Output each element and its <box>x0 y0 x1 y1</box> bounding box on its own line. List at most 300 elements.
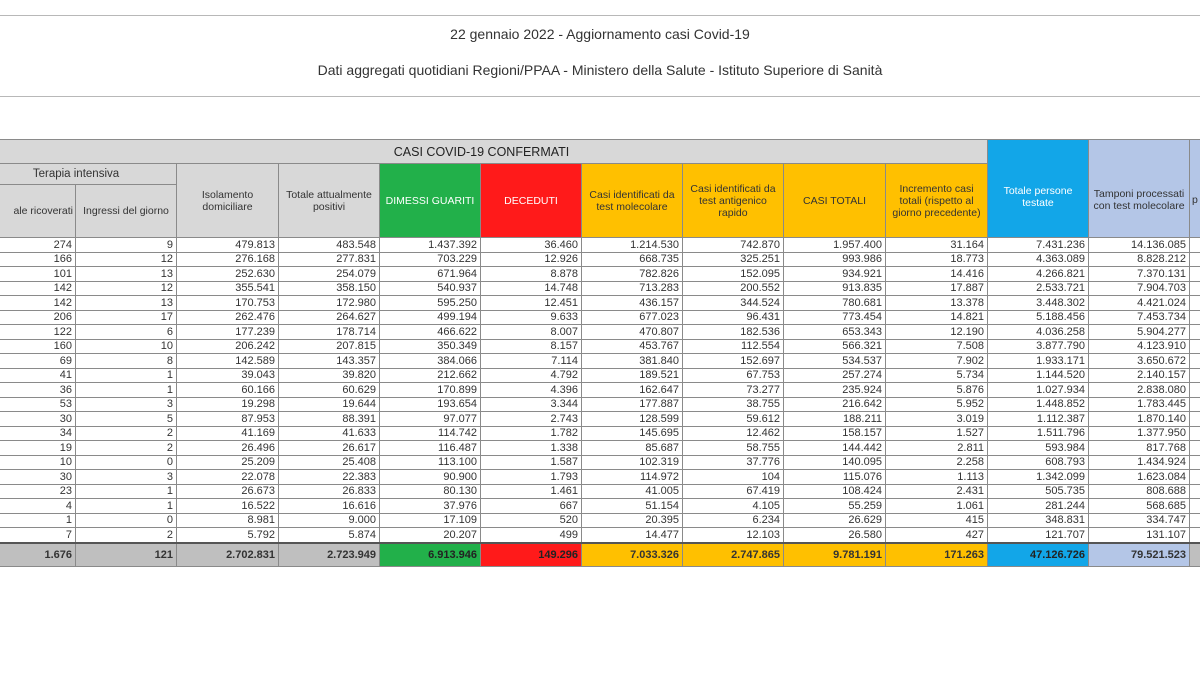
cell-ricoverati: 142 <box>0 296 76 311</box>
col-header-isolamento: Isolamento domiciliare <box>177 164 279 238</box>
cell-antigenico: 73.277 <box>683 383 784 398</box>
terapia-intensiva-group-header: Terapia intensiva <box>0 164 177 185</box>
cell-molecolare: 85.687 <box>582 441 683 456</box>
confirmed-cases-group-header: CASI COVID-19 CONFERMATI <box>0 140 988 164</box>
cell-testate: 348.831 <box>988 513 1089 528</box>
cell-totali: 566.321 <box>784 339 886 354</box>
cell-testate: 1.511.796 <box>988 426 1089 441</box>
cell-ricoverati: 101 <box>0 267 76 282</box>
cell-positivi: 5.874 <box>279 528 380 543</box>
cell-totali: 913.835 <box>784 281 886 296</box>
subtitle-rule <box>0 96 1200 97</box>
cell-isolamento: 22.078 <box>177 470 279 485</box>
cell-extra <box>1190 499 1200 514</box>
cell-dimessi: 80.130 <box>380 484 481 499</box>
cell-deceduti: 8.007 <box>481 325 582 340</box>
cell-testate: 7.431.236 <box>988 238 1089 253</box>
cell-positivi: 207.815 <box>279 339 380 354</box>
cell-tamponi-molecolare: 14.136.085 <box>1089 238 1190 253</box>
cell-tamponi-molecolare: 8.828.212 <box>1089 252 1190 267</box>
cell-dimessi: 671.964 <box>380 267 481 282</box>
cell-ricoverati: 30 <box>0 470 76 485</box>
table-body <box>0 238 1200 567</box>
cell-positivi: 277.831 <box>279 252 380 267</box>
cell-incremento: 13.378 <box>886 296 988 311</box>
col-header-positivi: Totale attualmente positivi <box>279 164 380 238</box>
cell-deceduti: 8.157 <box>481 339 582 354</box>
cell-tamponi-molecolare: 4.421.024 <box>1089 296 1190 311</box>
cell-tamponi-molecolare: 334.747 <box>1089 513 1190 528</box>
col-header-deceduti: DECEDUTI <box>481 164 582 238</box>
cell-molecolare: 128.599 <box>582 412 683 427</box>
cell-ricoverati: 19 <box>0 441 76 456</box>
cell-testate: 1.112.387 <box>988 412 1089 427</box>
cell-ingressi: 2 <box>76 441 177 456</box>
cell-positivi: 358.150 <box>279 281 380 296</box>
cell-incremento: 12.190 <box>886 325 988 340</box>
cell-extra <box>1190 426 1200 441</box>
cell-deceduti: 9.633 <box>481 310 582 325</box>
table-row <box>0 528 1200 543</box>
cell-positivi: 25.408 <box>279 455 380 470</box>
cell-testate: 121.707 <box>988 528 1089 543</box>
cell-molecolare: 14.477 <box>582 528 683 543</box>
col-header-incremento: Incremento casi totali (rispetto al giorno precedente) <box>886 164 988 238</box>
total-antigenico: 2.747.865 <box>683 543 784 567</box>
cell-molecolare: 102.319 <box>582 455 683 470</box>
cell-ricoverati: 7 <box>0 528 76 543</box>
cell-extra <box>1190 397 1200 412</box>
col-header-testate: Totale persone testate <box>988 140 1089 238</box>
lblue-top-cell-extra <box>1190 140 1200 164</box>
cell-deceduti: 8.878 <box>481 267 582 282</box>
cell-antigenico: 742.870 <box>683 238 784 253</box>
total-dimessi: 6.913.946 <box>380 543 481 567</box>
table-row <box>0 354 1200 369</box>
cell-tamponi-molecolare: 1.377.950 <box>1089 426 1190 441</box>
cell-positivi: 483.548 <box>279 238 380 253</box>
cell-isolamento: 170.753 <box>177 296 279 311</box>
cell-incremento: 415 <box>886 513 988 528</box>
cell-isolamento: 26.673 <box>177 484 279 499</box>
cell-extra <box>1190 325 1200 340</box>
cell-testate: 608.793 <box>988 455 1089 470</box>
total-tamponi-molecolare: 79.521.523 <box>1089 543 1190 567</box>
cell-totali: 934.921 <box>784 267 886 282</box>
cell-ingressi: 2 <box>76 528 177 543</box>
cell-isolamento: 355.541 <box>177 281 279 296</box>
cell-positivi: 254.079 <box>279 267 380 282</box>
cell-ricoverati: 69 <box>0 354 76 369</box>
cell-deceduti: 4.792 <box>481 368 582 383</box>
cell-ricoverati: 41 <box>0 368 76 383</box>
cell-dimessi: 703.229 <box>380 252 481 267</box>
cell-ricoverati: 160 <box>0 339 76 354</box>
cell-totali: 108.424 <box>784 484 886 499</box>
cell-ricoverati: 166 <box>0 252 76 267</box>
cell-totali: 773.454 <box>784 310 886 325</box>
cell-ingressi: 13 <box>76 267 177 282</box>
cell-dimessi: 37.976 <box>380 499 481 514</box>
cell-ingressi: 12 <box>76 252 177 267</box>
cell-ingressi: 1 <box>76 383 177 398</box>
cell-testate: 1.027.934 <box>988 383 1089 398</box>
cell-antigenico: 344.524 <box>683 296 784 311</box>
cell-ricoverati: 122 <box>0 325 76 340</box>
cell-testate: 1.342.099 <box>988 470 1089 485</box>
cell-positivi: 60.629 <box>279 383 380 398</box>
cell-ricoverati: 53 <box>0 397 76 412</box>
cell-molecolare: 177.887 <box>582 397 683 412</box>
table-row <box>0 252 1200 267</box>
cell-totali: 653.343 <box>784 325 886 340</box>
cell-molecolare: 381.840 <box>582 354 683 369</box>
cell-isolamento: 26.496 <box>177 441 279 456</box>
cell-extra <box>1190 484 1200 499</box>
cell-deceduti: 36.460 <box>481 238 582 253</box>
cell-deceduti: 499 <box>481 528 582 543</box>
cell-deceduti: 1.461 <box>481 484 582 499</box>
col-header-totali: CASI TOTALI <box>784 164 886 238</box>
cell-dimessi: 97.077 <box>380 412 481 427</box>
cell-ricoverati: 10 <box>0 455 76 470</box>
cell-ingressi: 12 <box>76 281 177 296</box>
cell-dimessi: 90.900 <box>380 470 481 485</box>
cell-testate: 3.448.302 <box>988 296 1089 311</box>
cell-tamponi-molecolare: 2.838.080 <box>1089 383 1190 398</box>
cell-positivi: 178.714 <box>279 325 380 340</box>
cell-antigenico: 59.612 <box>683 412 784 427</box>
cell-extra <box>1190 368 1200 383</box>
cell-tamponi-molecolare: 808.688 <box>1089 484 1190 499</box>
cell-totali: 188.211 <box>784 412 886 427</box>
cell-extra <box>1190 383 1200 398</box>
cell-tamponi-molecolare: 3.650.672 <box>1089 354 1190 369</box>
cell-extra <box>1190 455 1200 470</box>
cell-ricoverati: 34 <box>0 426 76 441</box>
total-isolamento: 2.702.831 <box>177 543 279 567</box>
col-header-extra: p <box>1190 164 1200 238</box>
cell-antigenico: 38.755 <box>683 397 784 412</box>
cell-antigenico: 96.431 <box>683 310 784 325</box>
cell-testate: 3.877.790 <box>988 339 1089 354</box>
cell-extra <box>1190 412 1200 427</box>
cell-isolamento: 142.589 <box>177 354 279 369</box>
cell-extra <box>1190 310 1200 325</box>
cell-dimessi: 466.622 <box>380 325 481 340</box>
cell-tamponi-molecolare: 568.685 <box>1089 499 1190 514</box>
cell-ingressi: 8 <box>76 354 177 369</box>
cell-dimessi: 540.937 <box>380 281 481 296</box>
cell-isolamento: 5.792 <box>177 528 279 543</box>
cell-deceduti: 520 <box>481 513 582 528</box>
cell-tamponi-molecolare: 5.904.277 <box>1089 325 1190 340</box>
cell-ingressi: 9 <box>76 238 177 253</box>
cell-positivi: 172.980 <box>279 296 380 311</box>
table-row <box>0 499 1200 514</box>
cell-antigenico: 12.103 <box>683 528 784 543</box>
cell-incremento: 2.811 <box>886 441 988 456</box>
cell-tamponi-molecolare: 1.870.140 <box>1089 412 1190 427</box>
cell-isolamento: 177.239 <box>177 325 279 340</box>
cell-tamponi-molecolare: 7.904.703 <box>1089 281 1190 296</box>
cell-extra <box>1190 441 1200 456</box>
cell-antigenico: 12.462 <box>683 426 784 441</box>
cell-deceduti: 12.926 <box>481 252 582 267</box>
lblue-top-cell <box>1089 140 1190 164</box>
cell-isolamento: 25.209 <box>177 455 279 470</box>
cell-positivi: 143.357 <box>279 354 380 369</box>
total-positivi: 2.723.949 <box>279 543 380 567</box>
cell-isolamento: 262.476 <box>177 310 279 325</box>
cell-tamponi-molecolare: 817.768 <box>1089 441 1190 456</box>
col-header-antigenico: Casi identificati da test antigenico rapido <box>683 164 784 238</box>
cell-deceduti: 7.114 <box>481 354 582 369</box>
cell-deceduti: 1.587 <box>481 455 582 470</box>
cell-incremento: 18.773 <box>886 252 988 267</box>
page-subtitle: Dati aggregati quotidiani Regioni/PPAA - Ministero della Salute - Istituto Superiore di Sanità <box>317 62 883 78</box>
col-header-ingressi: Ingressi del giorno <box>76 185 177 238</box>
cell-dimessi: 113.100 <box>380 455 481 470</box>
total-ricoverati: 1.676 <box>0 543 76 567</box>
cell-tamponi-molecolare: 1.783.445 <box>1089 397 1190 412</box>
col-header-tamponi-molecolare: Tamponi processati con test molecolare <box>1089 164 1190 238</box>
cell-molecolare: 51.154 <box>582 499 683 514</box>
cell-molecolare: 453.767 <box>582 339 683 354</box>
cell-incremento: 1.061 <box>886 499 988 514</box>
table-row <box>0 383 1200 398</box>
page-title: 22 gennaio 2022 - Aggiornamento casi Covid-19 <box>450 26 750 42</box>
cell-incremento: 7.902 <box>886 354 988 369</box>
cell-tamponi-molecolare: 1.623.084 <box>1089 470 1190 485</box>
cell-ingressi: 0 <box>76 513 177 528</box>
cell-extra <box>1190 252 1200 267</box>
cell-tamponi-molecolare: 4.123.910 <box>1089 339 1190 354</box>
cell-molecolare: 41.005 <box>582 484 683 499</box>
cell-totali: 55.259 <box>784 499 886 514</box>
col-header-molecolare: Casi identificati da test molecolare <box>582 164 683 238</box>
cell-positivi: 41.633 <box>279 426 380 441</box>
cell-dimessi: 212.662 <box>380 368 481 383</box>
table-row <box>0 484 1200 499</box>
cell-ingressi: 1 <box>76 499 177 514</box>
cell-totali: 115.076 <box>784 470 886 485</box>
cell-antigenico: 104 <box>683 470 784 485</box>
cell-ingressi: 3 <box>76 397 177 412</box>
table-row <box>0 470 1200 485</box>
cell-antigenico: 152.697 <box>683 354 784 369</box>
top-rule <box>0 15 1200 16</box>
cell-totali: 993.986 <box>784 252 886 267</box>
cell-ingressi: 1 <box>76 368 177 383</box>
cell-antigenico: 112.554 <box>683 339 784 354</box>
col-header-ricoverati: ale ricoverati <box>0 185 76 238</box>
cell-deceduti: 12.451 <box>481 296 582 311</box>
table-row <box>0 339 1200 354</box>
cell-ricoverati: 142 <box>0 281 76 296</box>
cell-tamponi-molecolare: 1.434.924 <box>1089 455 1190 470</box>
table-row <box>0 368 1200 383</box>
total-deceduti: 149.296 <box>481 543 582 567</box>
cell-tamponi-molecolare: 7.370.131 <box>1089 267 1190 282</box>
cell-ingressi: 13 <box>76 296 177 311</box>
cell-deceduti: 1.793 <box>481 470 582 485</box>
table-row <box>0 296 1200 311</box>
cell-incremento: 17.887 <box>886 281 988 296</box>
cell-ingressi: 3 <box>76 470 177 485</box>
cell-testate: 2.533.721 <box>988 281 1089 296</box>
cell-antigenico: 37.776 <box>683 455 784 470</box>
cell-incremento: 2.258 <box>886 455 988 470</box>
cell-dimessi: 116.487 <box>380 441 481 456</box>
cell-incremento: 7.508 <box>886 339 988 354</box>
cell-incremento: 3.019 <box>886 412 988 427</box>
cell-ingressi: 6 <box>76 325 177 340</box>
cell-incremento: 2.431 <box>886 484 988 499</box>
cell-isolamento: 206.242 <box>177 339 279 354</box>
table-row <box>0 426 1200 441</box>
cell-molecolare: 677.023 <box>582 310 683 325</box>
cell-molecolare: 713.283 <box>582 281 683 296</box>
cell-totali: 780.681 <box>784 296 886 311</box>
cell-extra <box>1190 513 1200 528</box>
cell-positivi: 26.833 <box>279 484 380 499</box>
cell-deceduti: 667 <box>481 499 582 514</box>
cell-incremento: 5.876 <box>886 383 988 398</box>
cell-deceduti: 2.743 <box>481 412 582 427</box>
cell-testate: 281.244 <box>988 499 1089 514</box>
cell-ingressi: 0 <box>76 455 177 470</box>
total-testate: 47.126.726 <box>988 543 1089 567</box>
cell-positivi: 39.820 <box>279 368 380 383</box>
cell-dimessi: 1.437.392 <box>380 238 481 253</box>
cell-positivi: 19.644 <box>279 397 380 412</box>
cell-antigenico: 4.105 <box>683 499 784 514</box>
cell-tamponi-molecolare: 131.107 <box>1089 528 1190 543</box>
cell-ricoverati: 4 <box>0 499 76 514</box>
cell-totali: 235.924 <box>784 383 886 398</box>
cell-antigenico: 325.251 <box>683 252 784 267</box>
cell-deceduti: 14.748 <box>481 281 582 296</box>
totals-row <box>0 543 1200 567</box>
cell-deceduti: 1.338 <box>481 441 582 456</box>
cell-dimessi: 170.899 <box>380 383 481 398</box>
cell-antigenico: 200.552 <box>683 281 784 296</box>
table-row <box>0 412 1200 427</box>
cell-isolamento: 41.169 <box>177 426 279 441</box>
cell-totali: 26.629 <box>784 513 886 528</box>
cell-extra <box>1190 281 1200 296</box>
total-molecolare: 7.033.326 <box>582 543 683 567</box>
cell-antigenico: 67.753 <box>683 368 784 383</box>
cell-ingressi: 1 <box>76 484 177 499</box>
cell-testate: 1.144.520 <box>988 368 1089 383</box>
cell-isolamento: 8.981 <box>177 513 279 528</box>
cell-dimessi: 350.349 <box>380 339 481 354</box>
cell-isolamento: 87.953 <box>177 412 279 427</box>
cell-isolamento: 479.813 <box>177 238 279 253</box>
table-row <box>0 325 1200 340</box>
cell-deceduti: 4.396 <box>481 383 582 398</box>
cell-incremento: 1.113 <box>886 470 988 485</box>
cell-tamponi-molecolare: 2.140.157 <box>1089 368 1190 383</box>
table-row <box>0 441 1200 456</box>
cell-extra <box>1190 470 1200 485</box>
cell-dimessi: 193.654 <box>380 397 481 412</box>
cell-ingressi: 5 <box>76 412 177 427</box>
cell-isolamento: 276.168 <box>177 252 279 267</box>
cell-totali: 158.157 <box>784 426 886 441</box>
cell-positivi: 26.617 <box>279 441 380 456</box>
cell-extra <box>1190 296 1200 311</box>
cell-extra <box>1190 528 1200 543</box>
cell-ricoverati: 206 <box>0 310 76 325</box>
cell-molecolare: 470.807 <box>582 325 683 340</box>
cell-ingressi: 10 <box>76 339 177 354</box>
cell-testate: 593.984 <box>988 441 1089 456</box>
cell-molecolare: 162.647 <box>582 383 683 398</box>
cell-ingressi: 2 <box>76 426 177 441</box>
cell-molecolare: 668.735 <box>582 252 683 267</box>
cell-antigenico: 67.419 <box>683 484 784 499</box>
cell-totali: 534.537 <box>784 354 886 369</box>
cell-totali: 257.274 <box>784 368 886 383</box>
cell-isolamento: 16.522 <box>177 499 279 514</box>
cell-totali: 144.442 <box>784 441 886 456</box>
total-incremento: 171.263 <box>886 543 988 567</box>
cell-testate: 505.735 <box>988 484 1089 499</box>
cell-molecolare: 189.521 <box>582 368 683 383</box>
cell-isolamento: 39.043 <box>177 368 279 383</box>
covid-cases-table <box>0 139 1200 567</box>
cell-incremento: 14.821 <box>886 310 988 325</box>
cell-incremento: 427 <box>886 528 988 543</box>
cell-antigenico: 182.536 <box>683 325 784 340</box>
cell-isolamento: 60.166 <box>177 383 279 398</box>
cell-isolamento: 19.298 <box>177 397 279 412</box>
cell-ricoverati: 274 <box>0 238 76 253</box>
cell-testate: 1.933.171 <box>988 354 1089 369</box>
cell-antigenico: 152.095 <box>683 267 784 282</box>
cell-deceduti: 1.782 <box>481 426 582 441</box>
table-row <box>0 281 1200 296</box>
cell-totali: 1.957.400 <box>784 238 886 253</box>
table-row <box>0 238 1200 253</box>
cell-ricoverati: 23 <box>0 484 76 499</box>
cell-dimessi: 20.207 <box>380 528 481 543</box>
cell-ricoverati: 36 <box>0 383 76 398</box>
cell-incremento: 5.952 <box>886 397 988 412</box>
cell-extra <box>1190 267 1200 282</box>
table-row <box>0 397 1200 412</box>
cell-incremento: 31.164 <box>886 238 988 253</box>
cell-antigenico: 6.234 <box>683 513 784 528</box>
cell-ricoverati: 1 <box>0 513 76 528</box>
cell-ingressi: 17 <box>76 310 177 325</box>
cell-testate: 1.448.852 <box>988 397 1089 412</box>
cell-extra <box>1190 339 1200 354</box>
total-ingressi: 121 <box>76 543 177 567</box>
total-totali: 9.781.191 <box>784 543 886 567</box>
cell-totali: 216.642 <box>784 397 886 412</box>
cell-incremento: 14.416 <box>886 267 988 282</box>
cell-dimessi: 17.109 <box>380 513 481 528</box>
cell-molecolare: 20.395 <box>582 513 683 528</box>
cell-positivi: 9.000 <box>279 513 380 528</box>
col-header-dimessi: DIMESSI GUARITI <box>380 164 481 238</box>
cell-totali: 26.580 <box>784 528 886 543</box>
cell-molecolare: 114.972 <box>582 470 683 485</box>
